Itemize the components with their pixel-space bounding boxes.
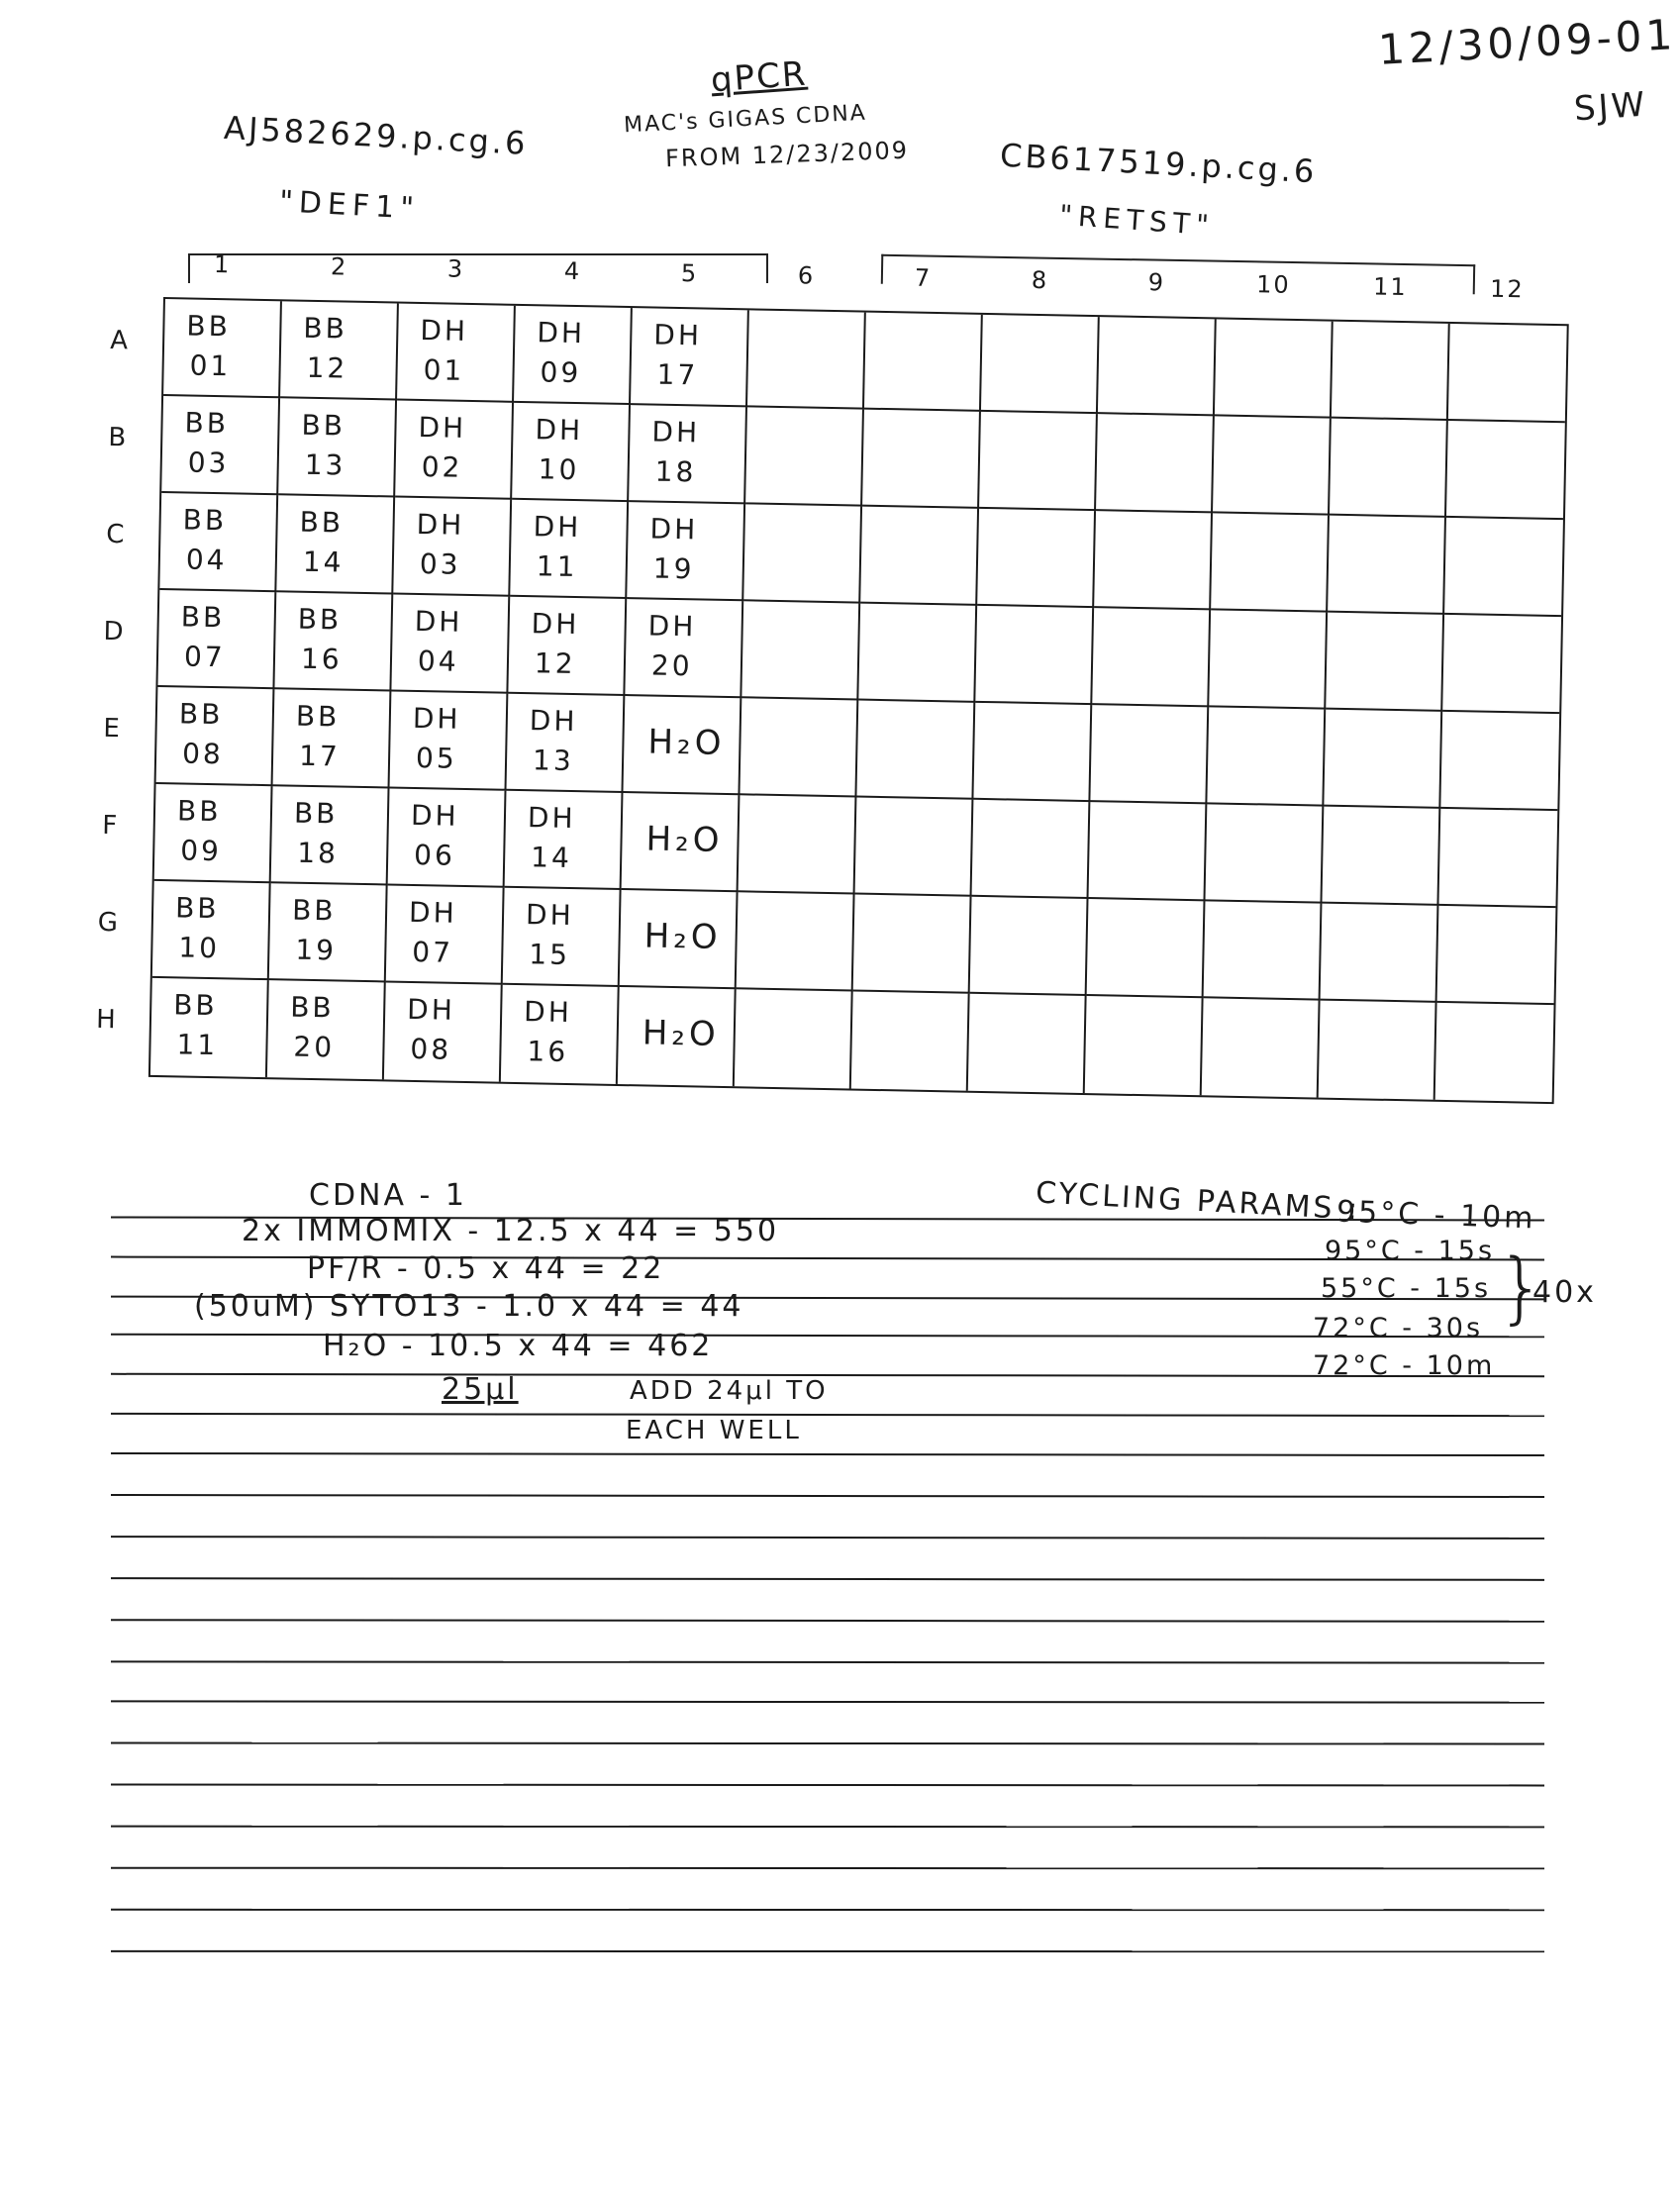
row-header: A <box>109 325 131 356</box>
well-sample-prefix: BB <box>295 699 341 734</box>
well-sample-prefix: BB <box>297 602 343 637</box>
row-header: E <box>103 713 123 745</box>
plate-well <box>1324 710 1442 809</box>
well-sample-label: H₂O <box>645 819 724 860</box>
plate-well <box>629 405 747 504</box>
plate-well <box>510 500 629 599</box>
well-sample-prefix: DH <box>531 607 580 642</box>
plate-well <box>1435 1003 1554 1102</box>
column-header: 11 <box>1372 272 1408 302</box>
plate-well <box>1211 513 1330 612</box>
plate-well <box>623 696 741 795</box>
well-sample-number: 05 <box>415 741 458 775</box>
ruled-line <box>111 1741 1544 1744</box>
plate-well <box>973 703 1092 802</box>
column-header: 10 <box>1255 270 1291 299</box>
well-sample-prefix: DH <box>420 313 469 348</box>
well-sample-number: 10 <box>178 931 221 965</box>
plate-well <box>1438 809 1557 908</box>
well-sample-number: 20 <box>650 648 693 683</box>
plate-well <box>977 509 1096 608</box>
well-sample-prefix: DH <box>406 992 456 1027</box>
plate-well <box>1094 511 1213 610</box>
column-header: 9 <box>1147 268 1166 297</box>
plate-well <box>1215 319 1334 418</box>
row-header: D <box>103 616 126 647</box>
cycling-brace: } <box>1497 1243 1548 1333</box>
plate-well <box>862 410 981 509</box>
well-sample-number: 07 <box>412 935 454 969</box>
well-sample-prefix: BB <box>293 796 339 831</box>
well-sample-number: 01 <box>189 348 232 383</box>
row-header: B <box>108 422 129 453</box>
plate-well <box>979 412 1098 511</box>
plate-well <box>512 403 631 502</box>
plate-well <box>981 315 1100 414</box>
plate-well <box>1096 414 1215 513</box>
well-sample-prefix: BB <box>186 309 232 344</box>
plate-well <box>514 306 633 405</box>
recipe-total: 25μl <box>442 1372 519 1407</box>
gene-right-accession: CB617519.p.cg.6 <box>999 136 1319 191</box>
well-sample-prefix: DH <box>410 798 459 833</box>
well-sample-prefix: DH <box>653 318 703 352</box>
well-sample-number: 20 <box>293 1030 336 1064</box>
plate-well <box>858 604 977 703</box>
plate-well <box>154 784 273 883</box>
column-header: 1 <box>213 249 232 279</box>
ruled-line <box>111 1826 1544 1829</box>
well-sample-number: 15 <box>529 938 571 972</box>
plate-well <box>156 687 275 786</box>
plate-well <box>1332 322 1450 421</box>
plate-well <box>631 308 749 407</box>
plate-well <box>503 888 622 987</box>
plate-well <box>747 310 866 409</box>
plate-well <box>1088 802 1207 901</box>
well-sample-prefix: DH <box>535 413 584 447</box>
well-sample-prefix: DH <box>523 995 573 1030</box>
well-sample-number: 12 <box>306 350 348 385</box>
plate-well <box>1442 615 1561 714</box>
plate-well <box>972 800 1091 899</box>
well-sample-number: 16 <box>527 1035 569 1068</box>
recipe-line: H₂O - 10.5 x 44 = 462 <box>323 1329 714 1363</box>
plate-well <box>388 788 507 887</box>
well-sample-prefix: BB <box>289 990 335 1025</box>
gene-right-name: "RETST" <box>1058 198 1216 243</box>
well-sample-label: H₂O <box>642 1013 721 1054</box>
plate-well <box>1204 901 1323 1000</box>
well-sample-prefix: BB <box>184 406 230 441</box>
plate-well <box>152 881 271 980</box>
cycling-step: 55°C - 15s <box>1321 1273 1492 1304</box>
plate-well <box>1213 416 1332 515</box>
ruled-line <box>111 1452 1544 1456</box>
well-sample-number: 02 <box>421 450 463 484</box>
plate-well <box>163 299 282 398</box>
plate-well <box>393 498 512 597</box>
plate-well <box>278 398 397 497</box>
well-sample-prefix: DH <box>408 895 458 930</box>
plate-well <box>745 407 864 506</box>
column-header: 2 <box>330 252 348 281</box>
plate-well <box>1322 807 1440 906</box>
plate-well <box>856 701 975 800</box>
plate-well <box>1319 1001 1437 1100</box>
plate-well <box>1202 998 1321 1097</box>
plate-well <box>1437 906 1556 1005</box>
well-sample-prefix: BB <box>178 697 224 732</box>
well-sample-prefix: BB <box>301 408 346 443</box>
plate-well <box>1087 899 1206 998</box>
plate-well <box>1098 317 1217 416</box>
ruled-line <box>111 1950 1544 1952</box>
well-sample-prefix: BB <box>174 891 220 926</box>
well-sample-number: 04 <box>185 543 228 577</box>
plate-well <box>739 795 857 894</box>
well-sample-prefix: DH <box>647 609 697 644</box>
ruled-line <box>111 1909 1544 1911</box>
cycling-step: 95°C - 15s <box>1325 1236 1496 1266</box>
plate-well <box>397 304 516 403</box>
cycling-step: 72°C - 10m <box>1313 1350 1496 1381</box>
plate-well <box>1446 421 1565 520</box>
well-sample-number: 17 <box>656 357 699 392</box>
row-header: H <box>95 1004 119 1036</box>
recipe-line: (50uM) SYTO13 - 1.0 x 44 = 44 <box>194 1289 744 1324</box>
well-sample-prefix: DH <box>416 507 465 542</box>
plate-well <box>384 982 503 1081</box>
well-sample-prefix: DH <box>537 316 586 350</box>
plate-well <box>1330 419 1448 518</box>
plate-well <box>740 698 858 797</box>
row-header: F <box>101 810 120 842</box>
ruled-line <box>111 1577 1544 1581</box>
plate-well <box>620 890 739 989</box>
well-sample-prefix: DH <box>529 704 578 739</box>
plate-well <box>860 507 979 606</box>
plate-well <box>506 694 625 793</box>
ruled-line <box>111 1619 1544 1623</box>
plate-well <box>1207 707 1326 806</box>
plate-well <box>508 597 627 696</box>
plate-well <box>1326 613 1444 712</box>
well-sample-number: 06 <box>413 838 456 872</box>
well-sample-number: 03 <box>187 446 230 480</box>
plate-well <box>622 793 741 892</box>
plate-well <box>276 495 395 594</box>
plate-well <box>853 895 972 994</box>
plate-well <box>391 595 510 694</box>
plate-well <box>1090 705 1209 804</box>
row-header: G <box>97 907 121 939</box>
plate-well <box>150 978 269 1077</box>
well-sample-number: 01 <box>423 353 465 387</box>
plate-well <box>159 493 278 592</box>
well-sample-number: 11 <box>176 1028 219 1062</box>
plate-well <box>627 502 745 601</box>
gene-left-accession: AJ582629.p.cg.6 <box>223 108 530 163</box>
plate-well <box>1209 610 1328 709</box>
plate-well <box>1205 804 1324 903</box>
well-sample-prefix: BB <box>180 600 226 635</box>
well-sample-number: 09 <box>179 834 223 868</box>
plate-well <box>968 994 1087 1093</box>
cycling-label: CYCLING PARAMS : <box>1035 1175 1361 1228</box>
ruled-line <box>111 1660 1544 1663</box>
plate-well <box>501 985 620 1084</box>
well-sample-prefix: DH <box>527 801 576 836</box>
plate-well <box>618 987 737 1086</box>
plate-well <box>851 992 970 1091</box>
plate-well <box>271 786 390 885</box>
plate-well <box>1321 904 1439 1003</box>
well-sample-number: 13 <box>304 447 346 482</box>
well-sample-number: 12 <box>534 646 576 681</box>
ruled-line <box>111 1867 1544 1870</box>
well-sample-prefix: BB <box>299 505 345 540</box>
well-sample-number: 14 <box>530 841 573 875</box>
well-sample-number: 18 <box>654 454 697 489</box>
plate-well <box>505 791 624 890</box>
cycling-step: 72°C - 30s <box>1313 1313 1484 1343</box>
page-title: qPCR <box>709 53 809 101</box>
well-sample-prefix: BB <box>291 893 337 928</box>
well-sample-number: 14 <box>302 545 345 579</box>
plate-well <box>1328 516 1446 615</box>
plate-well <box>1085 996 1204 1095</box>
ruled-line <box>111 1700 1544 1703</box>
column-header: 7 <box>914 263 933 292</box>
well-sample-prefix: BB <box>172 988 219 1023</box>
author-initials: SJW <box>1572 84 1649 130</box>
plate-well <box>280 301 399 400</box>
plate-well <box>395 401 514 500</box>
cycling-step: 95°C - 10m <box>1335 1194 1536 1237</box>
well-sample-prefix: DH <box>525 898 575 933</box>
plate-well <box>864 313 983 412</box>
recipe-note: EACH WELL <box>626 1416 802 1445</box>
well-sample-number: 19 <box>295 933 338 967</box>
well-sample-number: 03 <box>419 547 461 581</box>
well-sample-prefix: BB <box>303 311 348 346</box>
plate-well <box>1444 518 1563 617</box>
well-sample-number: 09 <box>540 355 582 390</box>
well-sample-prefix: BB <box>176 794 222 829</box>
well-sample-number: 07 <box>183 640 226 674</box>
cycling-repeat: 40x <box>1532 1275 1597 1310</box>
well-sample-number: 08 <box>181 737 225 771</box>
plate-well <box>386 885 505 984</box>
plate-grid <box>148 297 1569 1104</box>
well-sample-number: 19 <box>652 551 695 586</box>
well-sample-number: 16 <box>300 642 343 676</box>
column-header: 6 <box>797 261 816 290</box>
plate-layout <box>95 249 1569 1104</box>
plate-well <box>1092 608 1211 707</box>
well-sample-label: H₂O <box>643 916 723 957</box>
recipe-note: ADD 24μl TO <box>630 1376 829 1406</box>
well-sample-number: 08 <box>410 1032 452 1066</box>
well-sample-number: 18 <box>296 836 340 870</box>
plate-well <box>737 892 855 991</box>
plate-well <box>390 691 509 790</box>
well-sample-number: 04 <box>417 645 459 678</box>
plate-well <box>157 590 276 689</box>
plate-well <box>269 883 388 982</box>
column-header: 5 <box>680 259 699 288</box>
plate-well <box>743 504 862 603</box>
well-sample-number: 13 <box>532 744 575 778</box>
well-sample-number: 17 <box>298 739 342 773</box>
date-code: 12/30/09-01 <box>1376 10 1678 74</box>
column-header: 12 <box>1489 274 1525 304</box>
well-sample-prefix: DH <box>418 410 467 445</box>
plate-well <box>741 601 860 700</box>
plate-well <box>975 606 1094 705</box>
plate-well <box>735 989 853 1088</box>
well-sample-prefix: DH <box>412 701 461 736</box>
column-header: 3 <box>446 254 465 283</box>
column-header: 8 <box>1031 265 1049 295</box>
subtitle-source: MAC's GIGAS CDNA <box>623 100 868 139</box>
well-sample-prefix: DH <box>649 512 699 547</box>
plate-well <box>161 396 280 495</box>
recipe-line: PF/R - 0.5 x 44 = 22 <box>307 1251 665 1286</box>
well-sample-number: 11 <box>536 549 578 584</box>
row-header: C <box>106 519 127 550</box>
ruled-line <box>111 1536 1544 1540</box>
plate-well <box>274 592 393 691</box>
plate-well <box>625 599 743 698</box>
plate-well <box>1448 324 1567 423</box>
well-sample-label: H₂O <box>647 722 726 763</box>
well-sample-prefix: DH <box>414 604 463 639</box>
gene-left-name: "DEF1" <box>278 184 421 227</box>
recipe-heading: CDNA - 1 <box>309 1178 467 1213</box>
well-sample-prefix: DH <box>651 415 701 449</box>
plate-well <box>970 897 1089 996</box>
well-sample-prefix: DH <box>533 510 582 545</box>
plate-well <box>855 798 974 897</box>
well-sample-number: 10 <box>538 452 580 487</box>
column-header: 4 <box>563 256 582 286</box>
plate-well <box>267 980 386 1079</box>
recipe-line: 2x IMMOMIX - 12.5 x 44 = 550 <box>242 1214 780 1248</box>
well-sample-prefix: BB <box>182 503 228 538</box>
plate-well <box>273 689 392 788</box>
ruled-line <box>111 1413 1544 1417</box>
ruled-line <box>111 1494 1544 1498</box>
subtitle-date: FROM 12/23/2009 <box>664 136 910 173</box>
plate-well <box>1440 712 1559 811</box>
ruled-line <box>111 1784 1544 1787</box>
